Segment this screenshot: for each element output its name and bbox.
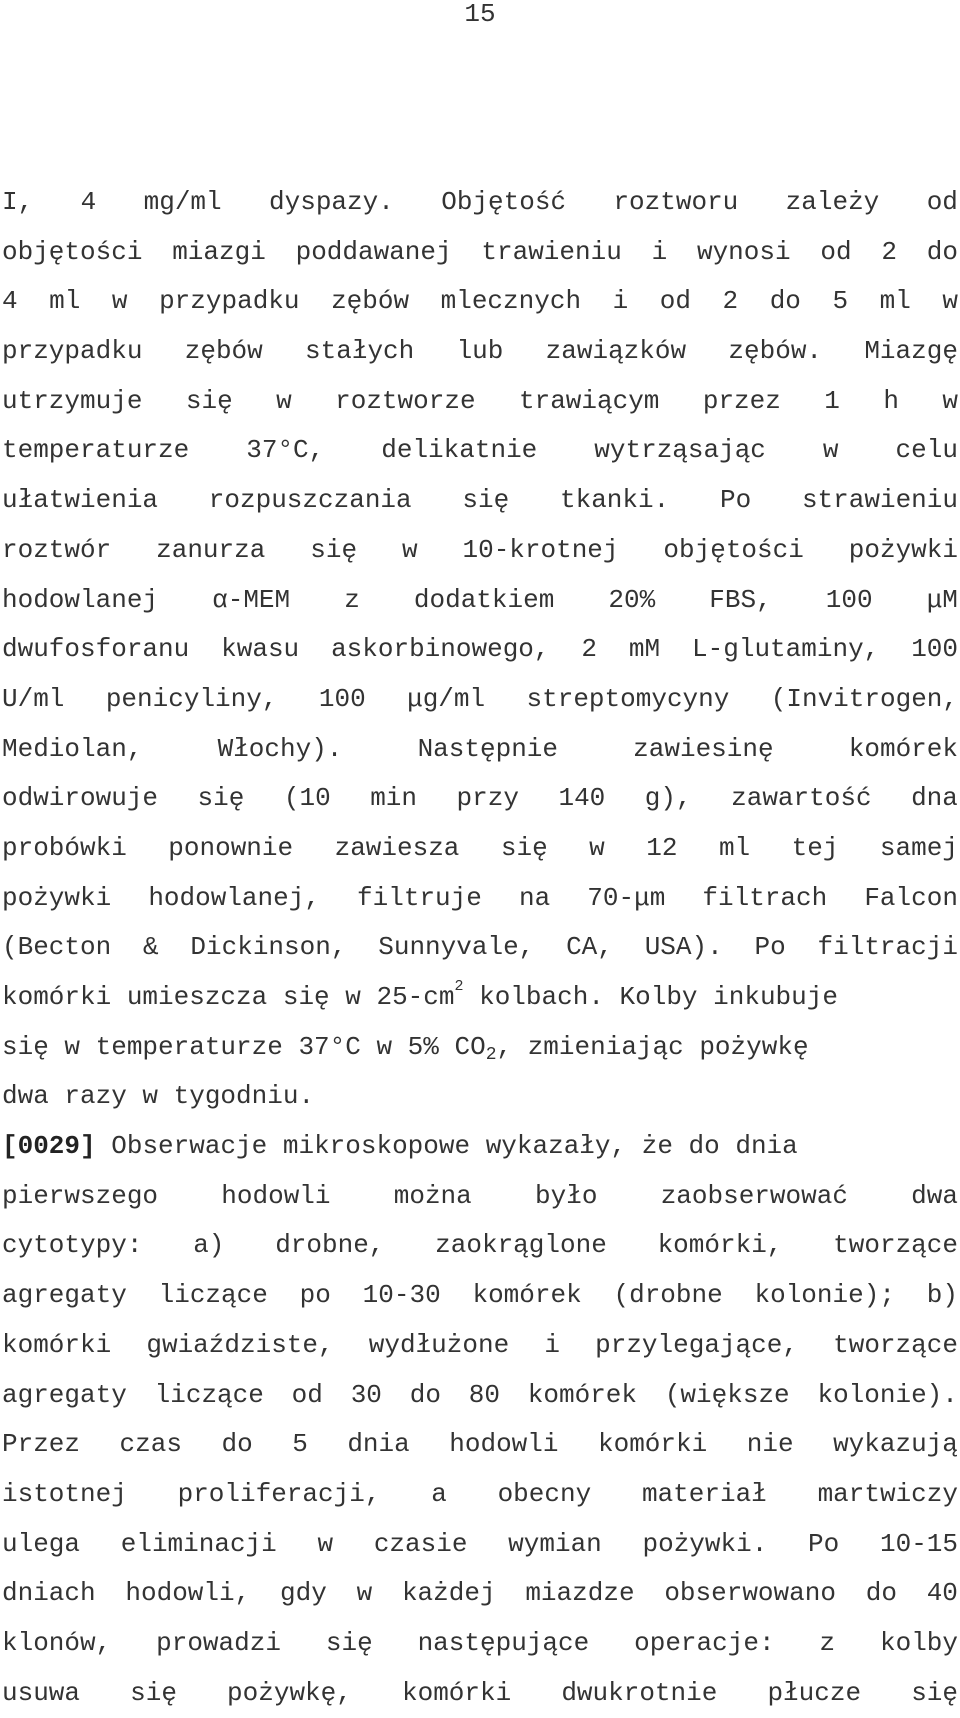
word: μM <box>926 584 958 615</box>
word: wydłużone <box>368 1329 510 1360</box>
word: pożywki. <box>642 1528 768 1559</box>
word: prowadzi <box>156 1627 281 1658</box>
word: ml <box>879 286 911 317</box>
text-run <box>2 973 838 1023</box>
word: Dickinson, <box>190 932 347 963</box>
word: się <box>325 1627 373 1658</box>
text-line <box>2 824 958 874</box>
word: zębów <box>184 336 263 367</box>
paragraph-id: [0029] <box>2 1131 96 1162</box>
word: każdej <box>401 1578 496 1609</box>
text-line <box>2 874 958 924</box>
word: U/ml <box>2 683 65 714</box>
word: 10-krotnej <box>462 534 619 565</box>
word: samej <box>879 832 958 863</box>
text-line <box>2 1172 958 1222</box>
text-line <box>2 1271 958 1321</box>
text-line <box>2 923 958 973</box>
text-line <box>2 1072 958 1122</box>
text-line <box>2 277 958 327</box>
text-run <box>2 1122 798 1172</box>
word: zależy <box>785 187 880 217</box>
text-line <box>2 774 958 824</box>
word: następujące <box>417 1627 590 1658</box>
word: 5 <box>292 1429 308 1460</box>
word: wynosi <box>696 236 791 267</box>
word: filtracji <box>817 932 958 963</box>
word: a <box>431 1478 447 1509</box>
word: 2 <box>581 634 598 665</box>
text-line <box>2 1023 958 1073</box>
word: dna <box>911 783 958 814</box>
body-text <box>2 178 958 1718</box>
word: pożywki <box>2 882 112 913</box>
word: dwukrotnie <box>561 1677 718 1708</box>
word: (drobne <box>613 1280 723 1311</box>
word: delikatnie <box>381 435 538 466</box>
word: Sunnyvale, <box>378 932 535 963</box>
word: Następnie <box>417 733 559 764</box>
word: w <box>276 385 292 416</box>
text-line <box>2 178 958 228</box>
word: agregaty <box>2 1280 127 1311</box>
word: wykazują <box>833 1429 958 1460</box>
word: ułatwienia <box>2 485 159 516</box>
word: wytrząsając <box>594 435 766 466</box>
word: klonów, <box>2 1627 112 1658</box>
word: mg/ml <box>143 187 222 217</box>
word: się <box>911 1677 958 1708</box>
text-run: się w temperaturze 37°C w 5% CO <box>2 1031 486 1062</box>
word: probówki <box>2 832 127 863</box>
word: było <box>535 1180 598 1211</box>
word: (10 <box>283 783 331 814</box>
word: tkanki. <box>559 485 670 516</box>
word: pierwszego <box>2 1180 159 1211</box>
word: penicyliny, <box>105 683 278 714</box>
word: stałych <box>305 336 415 367</box>
superscript: 2 <box>454 978 464 995</box>
text-run: Obserwacje mikroskopowe wykazały, że do dnia <box>111 1131 798 1162</box>
word: hodowlanej <box>2 584 159 615</box>
word: cytotypy: <box>2 1230 143 1261</box>
word: w <box>111 286 128 317</box>
word: & <box>143 932 159 963</box>
word: ponownie <box>168 832 294 863</box>
word: usuwa <box>2 1677 81 1708</box>
text-line <box>2 228 958 278</box>
word: ulega <box>2 1528 81 1559</box>
word: kolby <box>879 1627 958 1658</box>
word: od <box>291 1379 323 1410</box>
word: odwirowuje <box>2 783 159 814</box>
word: trawiącym <box>518 385 660 416</box>
word: 20% <box>608 584 656 615</box>
word: Po <box>719 485 752 516</box>
word: się <box>310 534 358 565</box>
word: 1 <box>824 385 840 416</box>
word: od <box>659 286 691 317</box>
word: pożywkę, <box>227 1677 352 1708</box>
word: obserwowano <box>664 1578 836 1609</box>
word: czas <box>119 1429 182 1460</box>
word: w <box>589 832 605 863</box>
word: 2 <box>722 286 739 317</box>
word: i <box>612 286 629 317</box>
text-line <box>2 327 958 377</box>
page-number: 15 <box>464 0 496 29</box>
word: 10-30 <box>362 1280 441 1311</box>
word: askorbinowego, <box>331 634 550 665</box>
word: zawartość <box>731 783 872 814</box>
text-line <box>2 675 958 725</box>
text-line <box>2 526 958 576</box>
word: gdy <box>279 1578 327 1609</box>
word: Po <box>754 932 786 963</box>
word: α-MEM <box>212 584 291 615</box>
word: b) <box>926 1280 958 1311</box>
word: (Invitrogen, <box>770 683 958 714</box>
word: od <box>926 187 958 217</box>
word: kolonie); <box>754 1280 895 1311</box>
word: tworzące <box>833 1329 958 1360</box>
word: hodowli, <box>125 1578 251 1609</box>
word: i <box>651 236 668 267</box>
word: FBS, <box>709 584 772 615</box>
word: zawiązków <box>545 336 687 367</box>
text-line <box>2 377 958 427</box>
paragraph-1 <box>2 178 958 973</box>
word: μg/ml <box>407 683 486 714</box>
text-line <box>2 1420 958 1470</box>
word: (większe <box>664 1379 790 1410</box>
word: 30 <box>350 1379 382 1410</box>
word: mlecznych <box>440 286 582 317</box>
word: w <box>942 286 958 317</box>
word: streptomycyny <box>526 683 730 714</box>
word: zębów. <box>728 336 823 367</box>
word: zawiesza <box>334 832 460 863</box>
word: hodowlanej, <box>148 882 320 913</box>
word: i <box>544 1329 560 1360</box>
text-line <box>2 426 958 476</box>
word: płucze <box>767 1677 862 1708</box>
word: (Becton <box>2 932 112 963</box>
word: roztwór <box>2 534 112 565</box>
text-line <box>2 1520 958 1570</box>
word: czasie <box>373 1528 468 1559</box>
word: można <box>393 1180 472 1211</box>
text-run: kolbach. Kolby inkubuje <box>463 982 838 1012</box>
word: eliminacji <box>120 1528 277 1559</box>
word: I, <box>2 187 34 217</box>
paragraph-2-first-line <box>2 1122 958 1172</box>
word: istotnej <box>2 1478 127 1509</box>
word: temperaturze <box>2 435 190 466</box>
word: do <box>409 1379 441 1410</box>
word: komórki <box>2 1329 112 1360</box>
word: po <box>299 1280 331 1311</box>
word: 37°C, <box>246 435 325 466</box>
word: w <box>942 385 958 416</box>
text-line <box>2 1569 958 1619</box>
word: 5 <box>832 286 849 317</box>
word: przypadku <box>2 336 143 367</box>
word: g), <box>644 783 692 814</box>
word: do <box>926 236 958 267</box>
word: 10-15 <box>879 1528 958 1559</box>
word: kwasu <box>221 634 300 665</box>
word: objętości <box>663 534 804 565</box>
word: zaokrąglone <box>435 1230 607 1261</box>
word: 80 <box>468 1379 500 1410</box>
text-line <box>2 1371 958 1421</box>
word: 140 <box>558 783 606 814</box>
text-line <box>2 476 958 526</box>
word: ml <box>49 286 81 317</box>
word: tej <box>791 832 839 863</box>
text-line <box>2 1619 958 1669</box>
word: dwa <box>911 1180 958 1211</box>
text-run: dwa razy w tygodniu. <box>2 1081 315 1112</box>
word: dodatkiem <box>413 584 555 615</box>
word: się <box>462 485 510 516</box>
word: dyspazy. <box>269 187 394 217</box>
word: z <box>344 584 360 615</box>
word: komórki <box>401 1677 512 1708</box>
word: do <box>769 286 801 317</box>
word: Miazgę <box>864 336 958 367</box>
word: zaobserwować <box>660 1180 848 1211</box>
word: trawieniu <box>481 236 622 267</box>
word: obecny <box>497 1478 592 1509</box>
word: 12 <box>646 832 678 863</box>
word: liczące <box>158 1280 268 1311</box>
word: martwiczy <box>817 1478 958 1509</box>
word: pożywki <box>848 534 958 565</box>
word: komórek <box>527 1379 638 1410</box>
word: min <box>370 783 418 814</box>
word: się <box>500 832 548 863</box>
word: 4 <box>2 286 18 317</box>
word: liczące <box>154 1379 264 1410</box>
word: komórek <box>472 1280 582 1311</box>
word: a) <box>193 1230 225 1261</box>
word: na <box>518 882 551 913</box>
word: miazdze <box>525 1578 635 1609</box>
word: 40 <box>926 1578 958 1609</box>
word: komórek <box>848 733 958 764</box>
paragraph-2 <box>2 1172 958 1718</box>
word: proliferacji, <box>177 1478 381 1509</box>
word: się <box>130 1677 177 1708</box>
word: roztworze <box>335 385 476 416</box>
word: zanurza <box>156 534 266 565</box>
word: 2 <box>881 236 897 267</box>
word: w <box>356 1578 373 1609</box>
word: przylegające, <box>595 1329 798 1360</box>
word: h <box>883 385 899 416</box>
word: ml <box>718 832 751 863</box>
word: zębów <box>331 286 410 317</box>
word: materiał <box>641 1478 767 1509</box>
word: 70-μm <box>587 882 666 913</box>
word: się <box>185 385 233 416</box>
word: gwiaździste, <box>146 1329 334 1360</box>
word: kolonie). <box>817 1379 958 1410</box>
word: operacje: <box>634 1627 775 1658</box>
word: do <box>221 1429 253 1460</box>
word: utrzymuje <box>2 385 143 416</box>
word: w <box>317 1528 334 1559</box>
word: Falcon <box>864 882 958 913</box>
text-line <box>2 1669 958 1718</box>
word: roztworu <box>613 187 739 217</box>
word: w <box>401 534 418 565</box>
text-line <box>2 725 958 775</box>
word: od <box>820 236 852 267</box>
text-run <box>2 1023 809 1073</box>
text-line <box>2 1221 958 1271</box>
word: Przez <box>2 1429 81 1460</box>
word: USA). <box>644 932 723 963</box>
word: mM <box>628 634 661 665</box>
word: Mediolan, <box>2 733 143 764</box>
word: filtruje <box>357 882 482 913</box>
word: poddawanej <box>295 236 452 267</box>
word: komórki, <box>657 1230 783 1261</box>
word: filtrach <box>702 882 828 913</box>
word: lub <box>456 336 504 367</box>
word: 4 <box>80 187 97 217</box>
subscript: 2 <box>485 1044 497 1065</box>
word: się <box>197 783 245 814</box>
text-line <box>2 973 958 1023</box>
text-run: , zmieniając pożywkę <box>496 1031 809 1062</box>
word: z <box>819 1627 836 1658</box>
word: hodowli <box>221 1180 331 1211</box>
text-line <box>2 625 958 675</box>
word: do <box>865 1578 897 1609</box>
word: dniach <box>2 1578 96 1609</box>
word: miazgi <box>172 236 266 267</box>
word: Objętość <box>441 187 567 217</box>
word: w <box>822 435 839 466</box>
word: L-glutaminy, <box>692 634 880 665</box>
word: Po <box>808 1528 840 1559</box>
text-line <box>2 1321 958 1371</box>
word: objętości <box>2 236 143 267</box>
word: przypadku <box>159 286 300 317</box>
word: tworzące <box>833 1230 958 1261</box>
word: przy <box>456 783 519 814</box>
text-run: komórki umieszcza się w 25-cm <box>2 982 455 1012</box>
word: przez <box>702 385 781 416</box>
text-line <box>2 1470 958 1520</box>
word: agregaty <box>2 1379 127 1410</box>
word: 100 <box>911 634 958 665</box>
word: strawieniu <box>801 485 958 516</box>
word: dnia <box>347 1429 410 1460</box>
word: wymian <box>508 1528 602 1559</box>
word: celu <box>895 435 958 466</box>
word: hodowli <box>449 1429 559 1460</box>
word: Włochy). <box>217 733 343 764</box>
word: nie <box>746 1429 794 1460</box>
word: dwufosforanu <box>2 634 190 665</box>
word: drobne, <box>275 1230 385 1261</box>
word: zawiesinę <box>633 733 774 764</box>
word: komórki <box>598 1429 708 1460</box>
word: 100 <box>825 584 873 615</box>
word: rozpuszczania <box>208 485 412 516</box>
word: 100 <box>318 683 366 714</box>
word: CA, <box>566 932 613 963</box>
text-line <box>2 576 958 626</box>
